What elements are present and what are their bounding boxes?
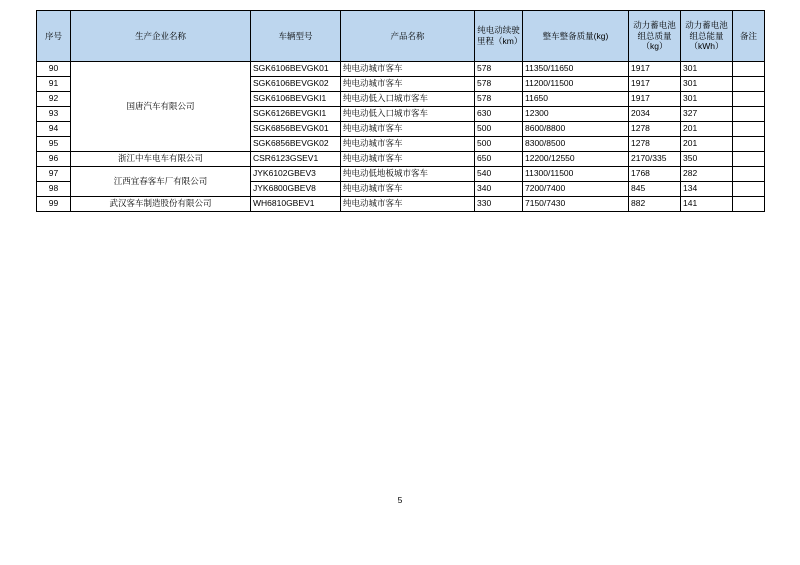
cell-model: SGK6856BEVGK01 — [251, 122, 341, 137]
column-header-battery-mass: 动力蓄电池组总质量（kg） — [629, 11, 681, 62]
cell-index: 92 — [37, 92, 71, 107]
cell-product: 纯电动城市客车 — [341, 62, 475, 77]
cell-index: 98 — [37, 182, 71, 197]
cell-product: 纯电动城市客车 — [341, 137, 475, 152]
table-row — [37, 167, 765, 182]
cell-curb-mass: 7200/7400 — [523, 182, 629, 197]
cell-index: 90 — [37, 62, 71, 77]
cell-range: 500 — [475, 122, 523, 137]
table-row — [37, 62, 765, 77]
cell-battery-mass: 882 — [629, 197, 681, 212]
table-body — [37, 62, 765, 212]
cell-battery-mass: 2170/335 — [629, 152, 681, 167]
cell-model: SGK6106BEVGK01 — [251, 62, 341, 77]
cell-battery-energy: 301 — [681, 77, 733, 92]
cell-product: 纯电动城市客车 — [341, 182, 475, 197]
cell-product: 纯电动城市客车 — [341, 77, 475, 92]
cell-battery-energy: 201 — [681, 122, 733, 137]
cell-index: 99 — [37, 197, 71, 212]
cell-model: SGK6106BEVGKI1 — [251, 92, 341, 107]
column-header-range: 纯电动续驶里程（km） — [475, 11, 523, 62]
cell-maker: 江西宜春客车厂有限公司 — [71, 167, 251, 197]
cell-product: 纯电动城市客车 — [341, 122, 475, 137]
cell-remark — [733, 107, 765, 122]
column-header-maker: 生产企业名称 — [71, 11, 251, 62]
cell-product: 纯电动城市客车 — [341, 152, 475, 167]
cell-index: 96 — [37, 152, 71, 167]
cell-battery-mass: 1917 — [629, 92, 681, 107]
cell-battery-energy: 350 — [681, 152, 733, 167]
cell-battery-energy: 201 — [681, 137, 733, 152]
vehicle-spec-table — [36, 10, 765, 212]
cell-battery-mass: 1278 — [629, 137, 681, 152]
cell-product: 纯电动低入口城市客车 — [341, 107, 475, 122]
cell-curb-mass: 8300/8500 — [523, 137, 629, 152]
cell-range: 578 — [475, 62, 523, 77]
cell-model: WH6810GBEV1 — [251, 197, 341, 212]
cell-battery-energy: 301 — [681, 92, 733, 107]
cell-range: 540 — [475, 167, 523, 182]
cell-product: 纯电动低入口城市客车 — [341, 92, 475, 107]
vehicle-spec-table-container — [36, 10, 764, 212]
cell-battery-energy: 282 — [681, 167, 733, 182]
cell-range: 578 — [475, 77, 523, 92]
cell-battery-mass: 2034 — [629, 107, 681, 122]
cell-index: 97 — [37, 167, 71, 182]
cell-curb-mass: 12300 — [523, 107, 629, 122]
cell-model: JYK6102GBEV3 — [251, 167, 341, 182]
cell-remark — [733, 122, 765, 137]
cell-range: 340 — [475, 182, 523, 197]
column-header-product: 产品名称 — [341, 11, 475, 62]
column-header-battery-energy: 动力蓄电池组总能量（kWh） — [681, 11, 733, 62]
cell-battery-energy: 141 — [681, 197, 733, 212]
table-row — [37, 197, 765, 212]
page-number: 5 — [397, 495, 403, 505]
cell-product: 纯电动城市客车 — [341, 197, 475, 212]
cell-index: 91 — [37, 77, 71, 92]
column-header-curb-mass: 整车整备质量(kg) — [523, 11, 629, 62]
cell-maker: 浙江中车电车有限公司 — [71, 152, 251, 167]
cell-range: 330 — [475, 197, 523, 212]
cell-remark — [733, 92, 765, 107]
cell-range: 650 — [475, 152, 523, 167]
table-row — [37, 152, 765, 167]
cell-model: CSR6123GSEV1 — [251, 152, 341, 167]
cell-range: 630 — [475, 107, 523, 122]
cell-curb-mass: 11200/11500 — [523, 77, 629, 92]
table-header — [37, 11, 765, 62]
table-header-row — [37, 11, 765, 62]
cell-battery-mass: 1917 — [629, 77, 681, 92]
cell-model: JYK6800GBEV8 — [251, 182, 341, 197]
cell-battery-energy: 134 — [681, 182, 733, 197]
cell-remark — [733, 167, 765, 182]
cell-curb-mass: 11350/11650 — [523, 62, 629, 77]
column-header-remark: 备注 — [733, 11, 765, 62]
cell-remark — [733, 62, 765, 77]
cell-model: SGK6106BEVGK02 — [251, 77, 341, 92]
cell-remark — [733, 77, 765, 92]
cell-remark — [733, 197, 765, 212]
cell-battery-mass: 845 — [629, 182, 681, 197]
cell-remark — [733, 182, 765, 197]
cell-range: 500 — [475, 137, 523, 152]
cell-remark — [733, 152, 765, 167]
cell-model: SGK6856BEVGK02 — [251, 137, 341, 152]
cell-index: 93 — [37, 107, 71, 122]
cell-curb-mass: 7150/7430 — [523, 197, 629, 212]
cell-battery-mass: 1917 — [629, 62, 681, 77]
cell-index: 94 — [37, 122, 71, 137]
cell-curb-mass: 8600/8800 — [523, 122, 629, 137]
cell-battery-mass: 1278 — [629, 122, 681, 137]
cell-battery-mass: 1768 — [629, 167, 681, 182]
cell-curb-mass: 11650 — [523, 92, 629, 107]
column-header-model: 车辆型号 — [251, 11, 341, 62]
cell-curb-mass: 11300/11500 — [523, 167, 629, 182]
cell-curb-mass: 12200/12550 — [523, 152, 629, 167]
cell-range: 578 — [475, 92, 523, 107]
cell-remark — [733, 137, 765, 152]
cell-product: 纯电动低地板城市客车 — [341, 167, 475, 182]
cell-maker: 武汉客车制造股份有限公司 — [71, 197, 251, 212]
cell-index: 95 — [37, 137, 71, 152]
cell-battery-energy: 327 — [681, 107, 733, 122]
column-header-index: 序号 — [37, 11, 71, 62]
cell-battery-energy: 301 — [681, 62, 733, 77]
cell-maker: 国唐汽车有限公司 — [71, 62, 251, 152]
cell-model: SGK6126BEVGKI1 — [251, 107, 341, 122]
